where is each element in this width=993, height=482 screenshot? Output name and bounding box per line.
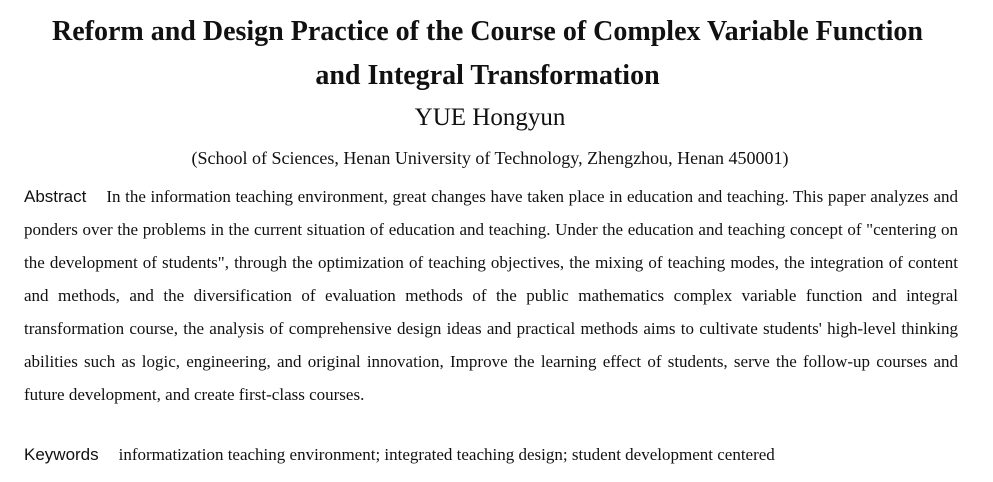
abstract-paragraph — [24, 180, 958, 411]
abstract-text: In the information teaching environment, great changes have taken place in education and teaching. This paper analyzes and ponders over the problems in the current situation of education and teaching. Under the education and teaching concept of "centering on the development of students", through the optimization of teaching objectives, the mixing of teaching modes, the integration of content and methods, and the diversification of evaluation methods of the public mathematics complex variable function and integral transformation course, the analysis of comprehensive design ideas and practical methods aims to cultivate students' high-level thinking abilities such as logic, engineering, and original innovation, Improve the learning effect of students, serve the follow-up courses and future development, and create first-class courses. — [24, 187, 958, 404]
keywords-line — [24, 440, 958, 470]
author-affiliation: (School of Sciences, Henan University of Technology, Zhengzhou, Henan 450001) — [191, 148, 789, 168]
keywords-label: Keywords — [24, 445, 99, 464]
paper-title-line-1: Reform and Design Practice of the Course of Complex Variable Function — [51, 16, 923, 47]
paper-title-line-2: and Integral Transformation — [315, 60, 660, 91]
author-name: YUE Hongyun — [414, 104, 566, 131]
abstract-label: Abstract — [24, 187, 87, 206]
keywords-text: informatization teaching environment; integrated teaching design; student development centered — [118, 445, 775, 464]
